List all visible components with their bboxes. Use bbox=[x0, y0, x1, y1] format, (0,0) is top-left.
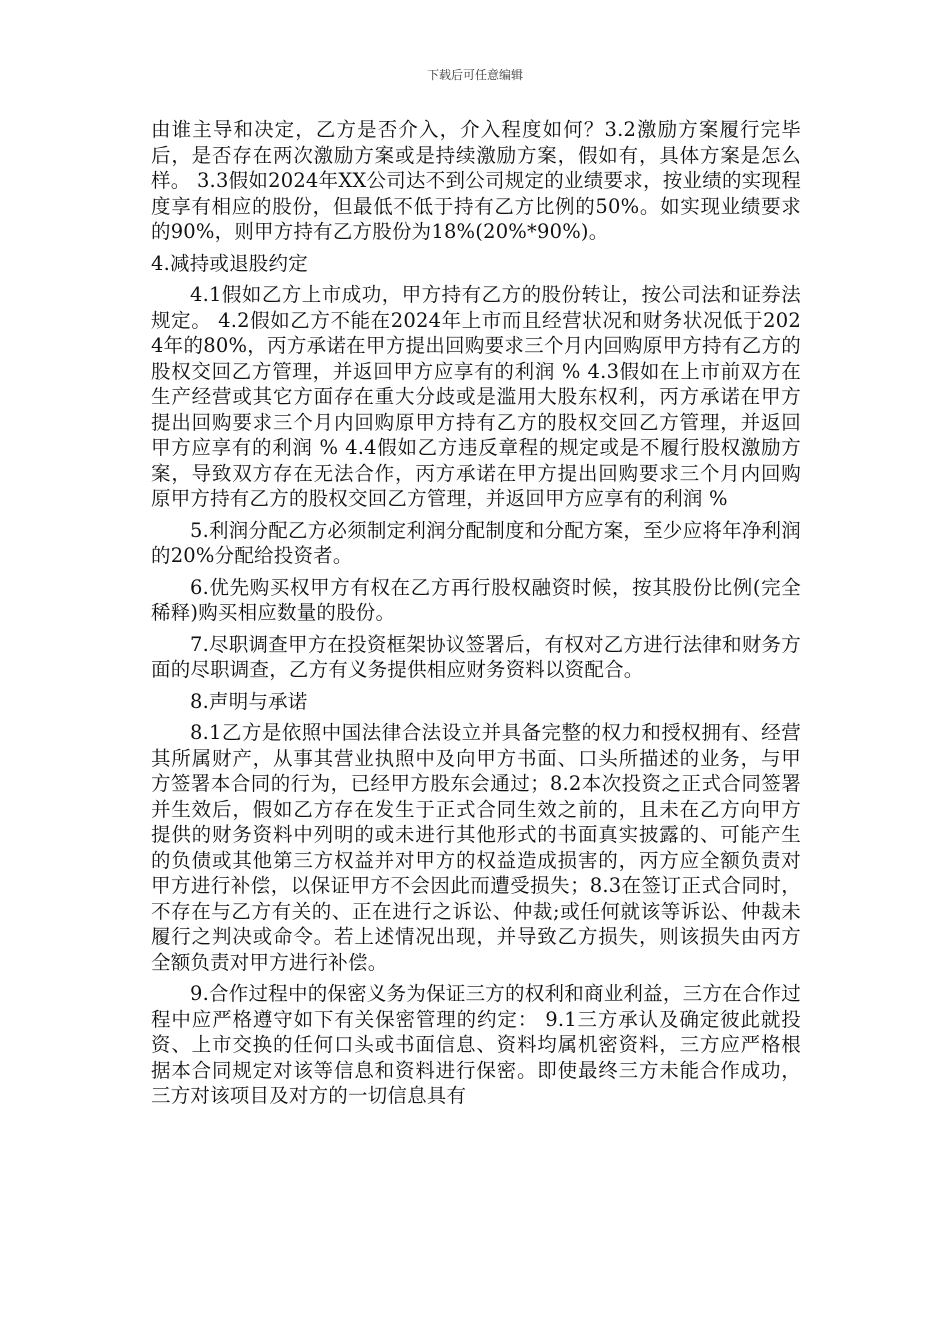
document-body bbox=[151, 117, 801, 1115]
paragraph-7: 7.尽职调查甲方在投资框架协议签署后，有权对乙方进行法律和财务方面的尽职调查，乙方有义务提供相应财务资料以资配合。 bbox=[151, 632, 801, 681]
paragraph-8-details: 8.1乙方是依照中国法律合法设立并具备完整的权力和授权拥有、经营其所属财产，从事其营业执照中及向甲方书面、口头所描述的业务，与甲方签署本合同的行为，已经甲方股东会通过；8.2本次投资之正式合同签署并生效后，假如乙方存在发生于正式合同生效之前的，且未在乙方向甲方提供的财务资料中列明的或未进行其他形式的书面真实披露的、可能产生的负债或其他第三方权益并对甲方的权益造成损害的，丙方应全额负责对甲方进行补偿，以保证甲方不会因此而遭受损失；8.3在签订正式合同时，不存在与乙方有关的、正在进行之诉讼、仲裁;或任何就该等诉讼、仲裁未履行之判决或命令。若上述情况出现，并导致乙方损失，则该损失由丙方全额负责对甲方进行补偿。 bbox=[151, 721, 801, 974]
paragraph-5: 5.利润分配乙方必须制定利润分配制度和分配方案，至少应将年净利润的20%分配给投资者。 bbox=[151, 518, 801, 567]
paragraph-3-continued: 由谁主导和决定，乙方是否介入，介入程度如何？3.2激励方案履行完毕后，是否存在两次激励方案或是持续激励方案，假如有，具体方案是怎么样。 3.3假如2024年XX公司达不到公司规定的业绩要求，按业绩的实现程度享有相应的股份，但最低不低于持有乙方比例的50%。如实现业绩要求的90%，则甲方持有乙方股份为18%(20%*90%)。 bbox=[151, 118, 801, 243]
section-4-heading: 4.减持或退股约定 bbox=[151, 251, 308, 275]
paragraph-4-details: 4.1假如乙方上市成功，甲方持有乙方的股份转让，按公司法和证券法规定。 4.2假如乙方不能在2024年上市而且经营状况和财务状况低于2024年的80%，丙方承诺在甲方提出回购要求三个月内回购原甲方持有乙方的股权交回乙方管理，并返回甲方应享有的利润 % 4.3假如在上市前双方在生产经营或其它方面存在重大分歧或是滥用大股东权利，丙方承诺在甲方提出回购要求三个月内回购原甲方持有乙方的股权交回乙方管理，并返回甲方应享有的利润 % 4.4假如乙方违反章程的规定或是不履行股权激励方案，导致双方存在无法合作，丙方承诺在甲方提出回购要求三个月内回购原甲方持有乙方的股权交回乙方管理，并返回甲方应享有的利润 % bbox=[151, 283, 801, 510]
paragraph-6: 6.优先购买权甲方有权在乙方再行股权融资时候，按其股份比例(完全稀释)购买相应数量的股份。 bbox=[151, 575, 801, 624]
page-header-note: 下载后可任意编辑 bbox=[426, 68, 523, 82]
section-8-heading: 8.声明与承诺 bbox=[190, 689, 308, 713]
paragraph-9: 9.合作过程中的保密义务为保证三方的权利和商业利益，三方在合作过程中应严格遵守如下有关保密管理的约定： 9.1三方承认及确定彼此就投资、上市交换的任何口头或书面信息、资料均属机密资料，三方应严格根据本合同规定对该等信息和资料进行保密。即使最终三方未能合作成功，三方对该项目及对方的一切信息具有 bbox=[151, 982, 801, 1107]
